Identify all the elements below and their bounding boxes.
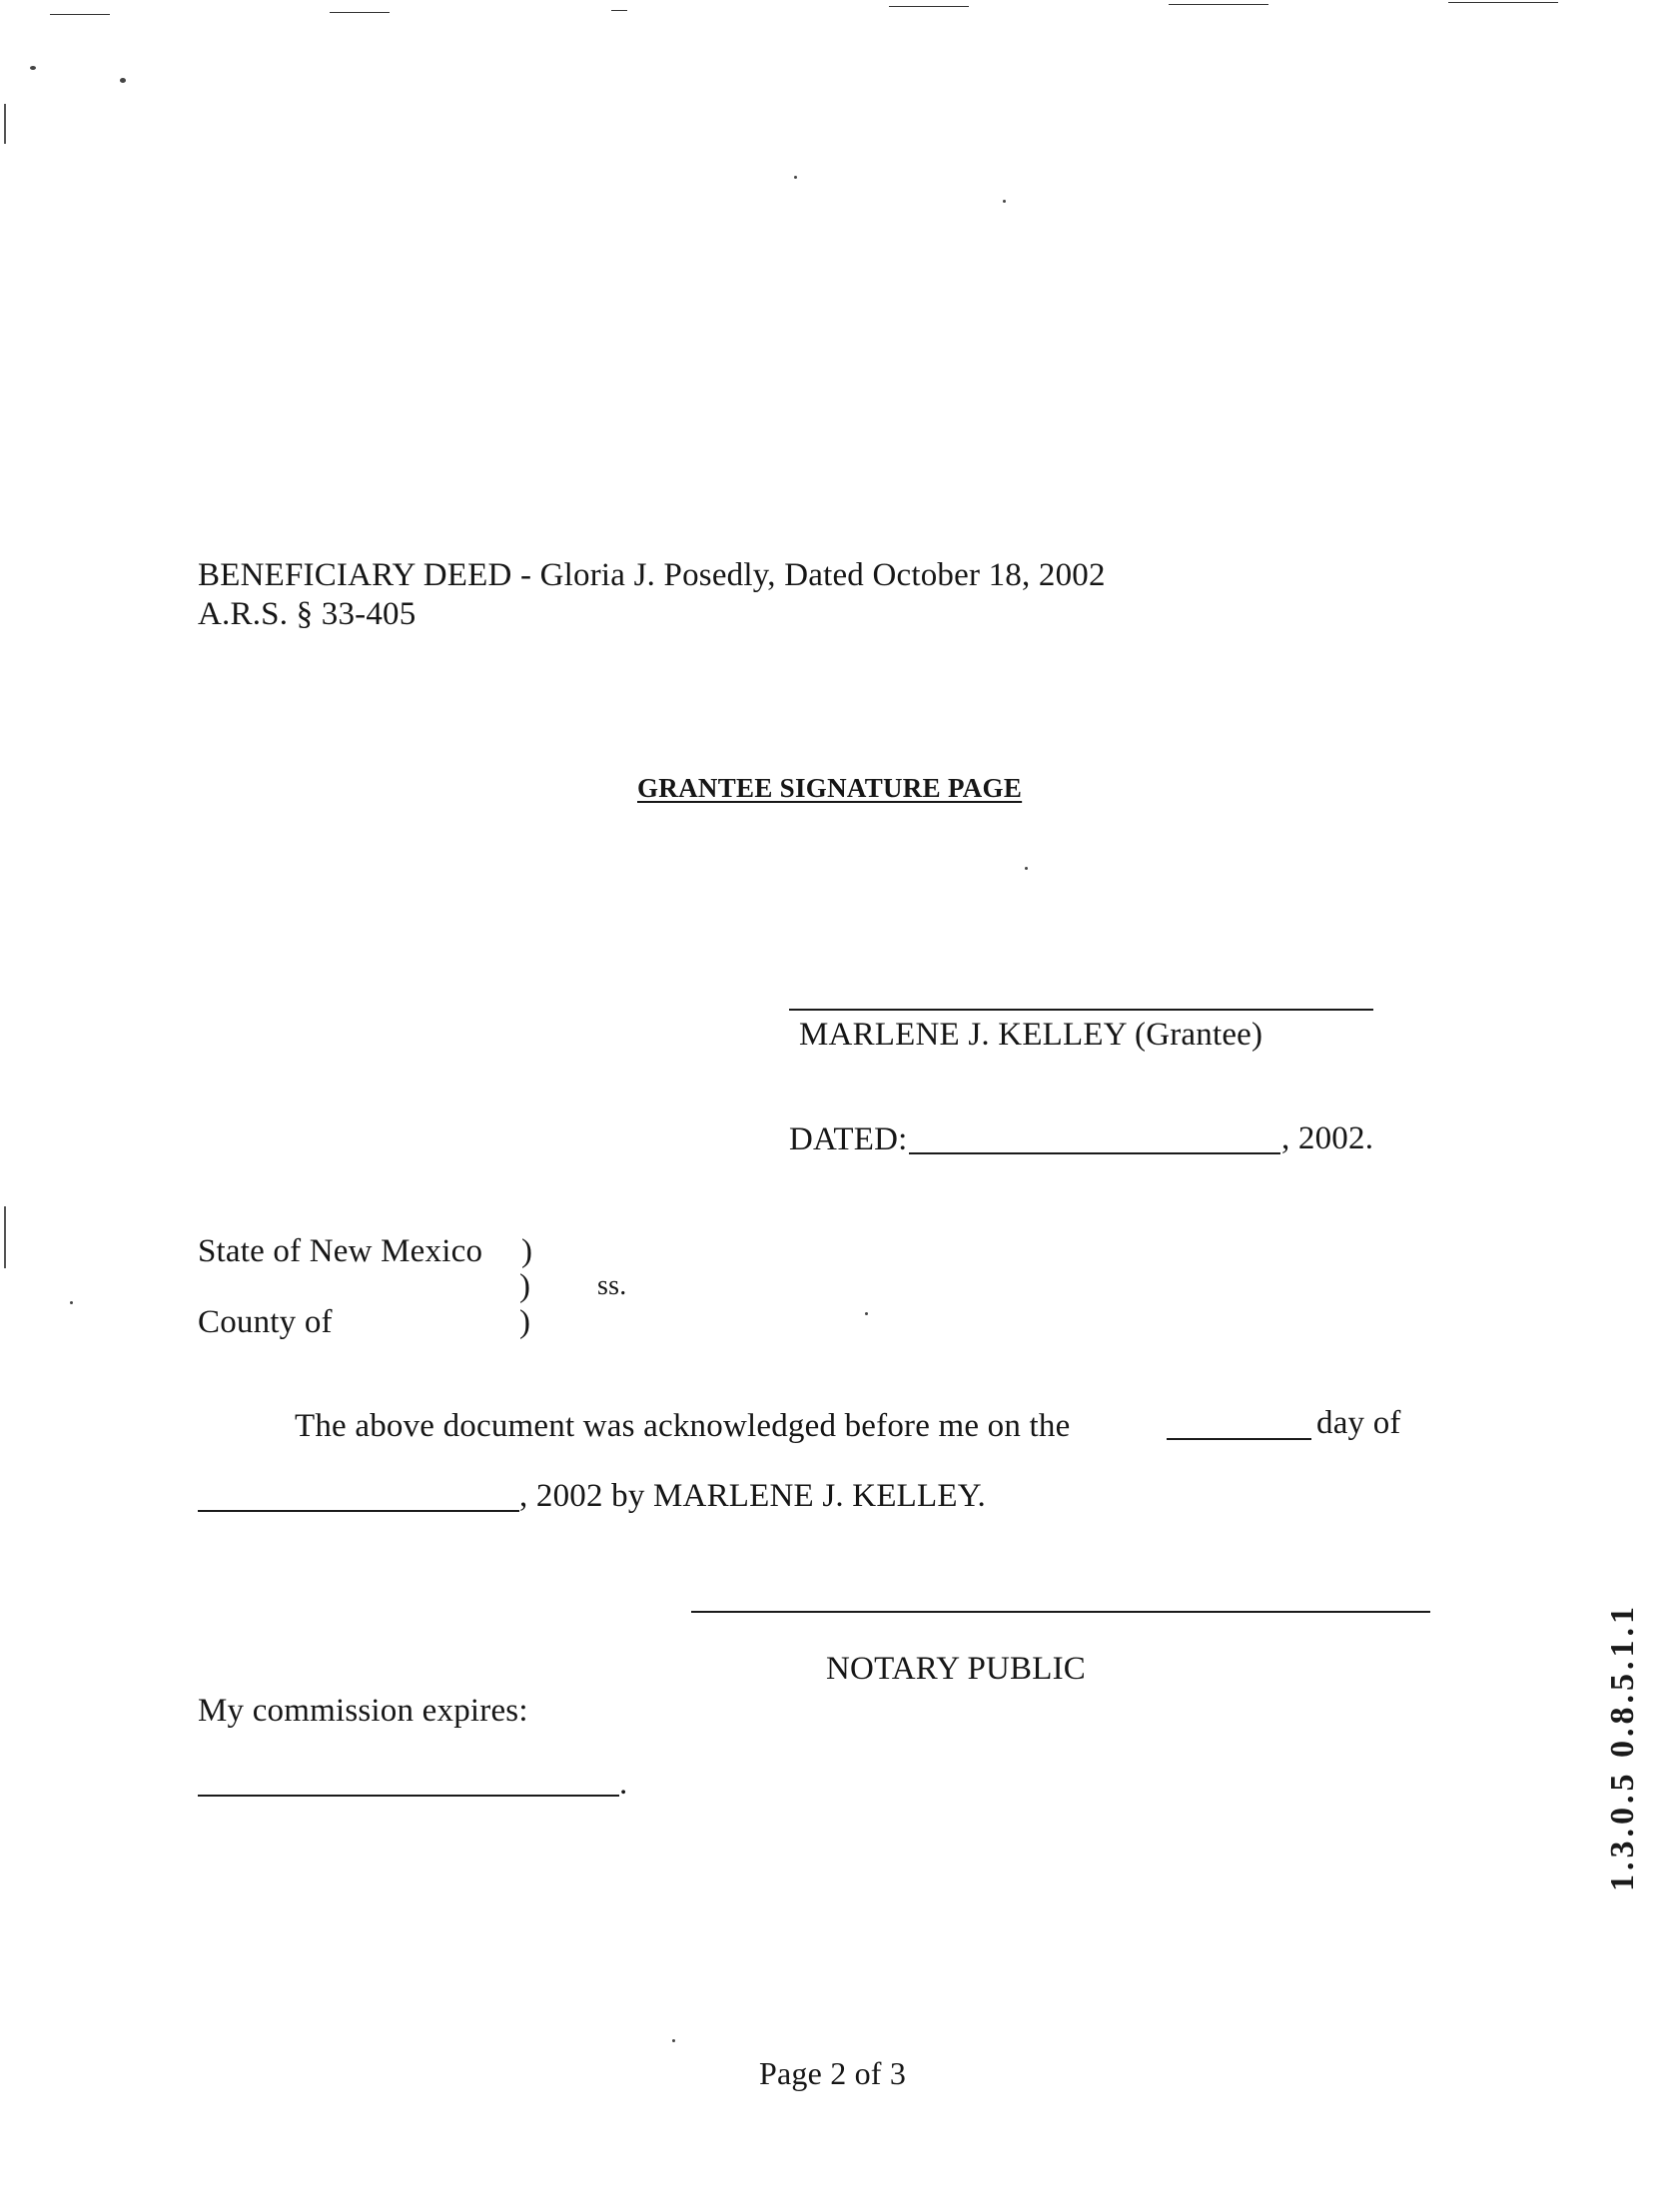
page-title: GRANTEE SIGNATURE PAGE [637,773,1023,803]
grantee-signature-line [789,1009,1373,1011]
dated-blank-line [909,1152,1280,1154]
venue-paren: ) [519,1304,531,1340]
scan-speck [30,66,36,70]
acknowledgment-year-name: , 2002 by MARLENE J. KELLEY. [519,1478,986,1514]
commission-period: . [619,1766,628,1802]
page-number: Page 2 of 3 [759,2055,907,2091]
county-label: County of [198,1304,333,1340]
scan-speck [865,1312,868,1315]
scan-mark-top-2 [330,12,390,13]
acknowledgment-text: The above document was acknowledged before me on the [295,1408,1071,1444]
ss-label: ss. [597,1270,627,1301]
scan-speck [1003,200,1006,203]
notary-public-label: NOTARY PUBLIC [826,1651,1087,1687]
scan-mark-top-5 [1169,4,1268,5]
grantee-name: MARLENE J. KELLEY (Grantee) [799,1017,1263,1053]
scan-speck [1025,867,1028,870]
notary-signature-line [691,1611,1430,1613]
deed-title-line: BENEFICIARY DEED - Gloria J. Posedly, Dated October 18, 2002 [198,557,1106,593]
scan-mark-top-3 [611,10,627,11]
commission-blank-line [198,1795,619,1797]
scan-mark-top-1 [50,14,110,15]
dated-label: DATED: [789,1121,908,1157]
scan-mark-top-4 [889,6,969,7]
scan-speck [120,78,126,83]
month-blank-line [198,1510,519,1512]
scan-edge-mark [4,1206,6,1268]
day-blank-line [1167,1438,1311,1440]
scan-edge-mark [4,104,6,144]
scan-speck [70,1301,73,1304]
scan-mark-top-6 [1448,2,1558,3]
recording-number-stamp: 1.3.0.5 0.8.5.1.1 [1604,1603,1641,1892]
dated-year: , 2002. [1281,1120,1374,1156]
venue-paren: ) [519,1268,531,1304]
statute-line: A.R.S. § 33-405 [198,596,417,632]
commission-expires-label: My commission expires: [198,1693,528,1729]
scan-speck [672,2039,675,2042]
state-label: State of New Mexico [198,1233,483,1269]
scan-speck [794,176,797,179]
acknowledgment-day-of: day of [1316,1405,1401,1441]
venue-paren: ) [521,1233,533,1269]
